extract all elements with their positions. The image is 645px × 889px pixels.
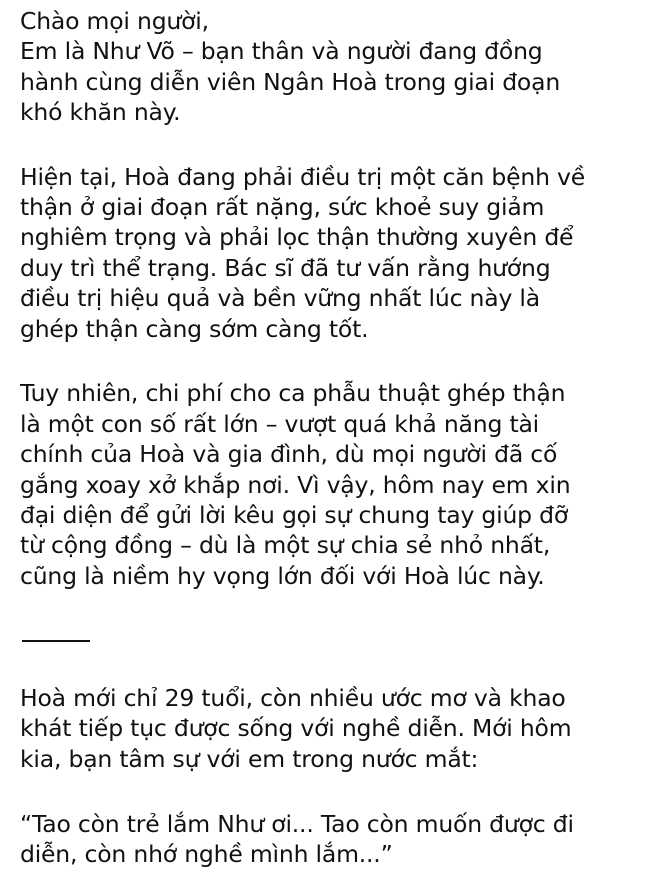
- text-line: đại diện để gửi lời kêu gọi sự chung tay giúp đỡ: [20, 501, 569, 529]
- divider-line: [22, 640, 90, 642]
- greeting-line: Chào mọi người,: [20, 7, 209, 35]
- text-line: từ cộng đồng – dù là một sự chia sẻ nhỏ nhất,: [20, 531, 551, 559]
- text-line: Hoà mới chỉ 29 tuổi, còn nhiều ước mơ và khao: [20, 684, 566, 712]
- quote-line: “Tao còn trẻ lắm Như ơi... Tao còn muốn được đi: [20, 810, 574, 838]
- text-line: kia, bạn tâm sự với em trong nước mắt:: [20, 745, 479, 773]
- text-line: ghép thận càng sớm càng tốt.: [20, 315, 369, 343]
- quote-line: diễn, còn nhớ nghề mình lắm...”: [20, 840, 393, 868]
- text-line: nghiêm trọng và phải lọc thận thường xuyên để: [20, 223, 574, 251]
- text-line: Tuy nhiên, chi phí cho ca phẫu thuật ghép thận: [20, 379, 566, 407]
- text-line: Hiện tại, Hoà đang phải điều trị một căn bệnh về: [20, 163, 586, 191]
- text-line: thận ở giai đoạn rất nặng, sức khoẻ suy giảm: [20, 193, 545, 221]
- text-line: Em là Như Võ – bạn thân và người đang đồng: [20, 37, 543, 65]
- text-line: cũng là niềm hy vọng lớn đối với Hoà lúc này.: [20, 562, 545, 590]
- text-line: điều trị hiệu quả và bền vững nhất lúc này là: [20, 284, 540, 312]
- text-line: hành cùng diễn viên Ngân Hoà trong giai đoạn: [20, 68, 561, 96]
- text-line: chính của Hoà và gia đình, dù mọi người đã cố: [20, 440, 558, 468]
- text-line: khát tiếp tục được sống với nghề diễn. Mới hôm: [20, 714, 572, 742]
- text-line: khó khăn này.: [20, 98, 181, 126]
- text-line: duy trì thể trạng. Bác sĩ đã tư vấn rằng hướng: [20, 254, 551, 282]
- text-line: gắng xoay xở khắp nơi. Vì vậy, hôm nay em xin: [20, 471, 571, 499]
- text-line: là một con số rất lớn – vượt quá khả năng tài: [20, 410, 539, 438]
